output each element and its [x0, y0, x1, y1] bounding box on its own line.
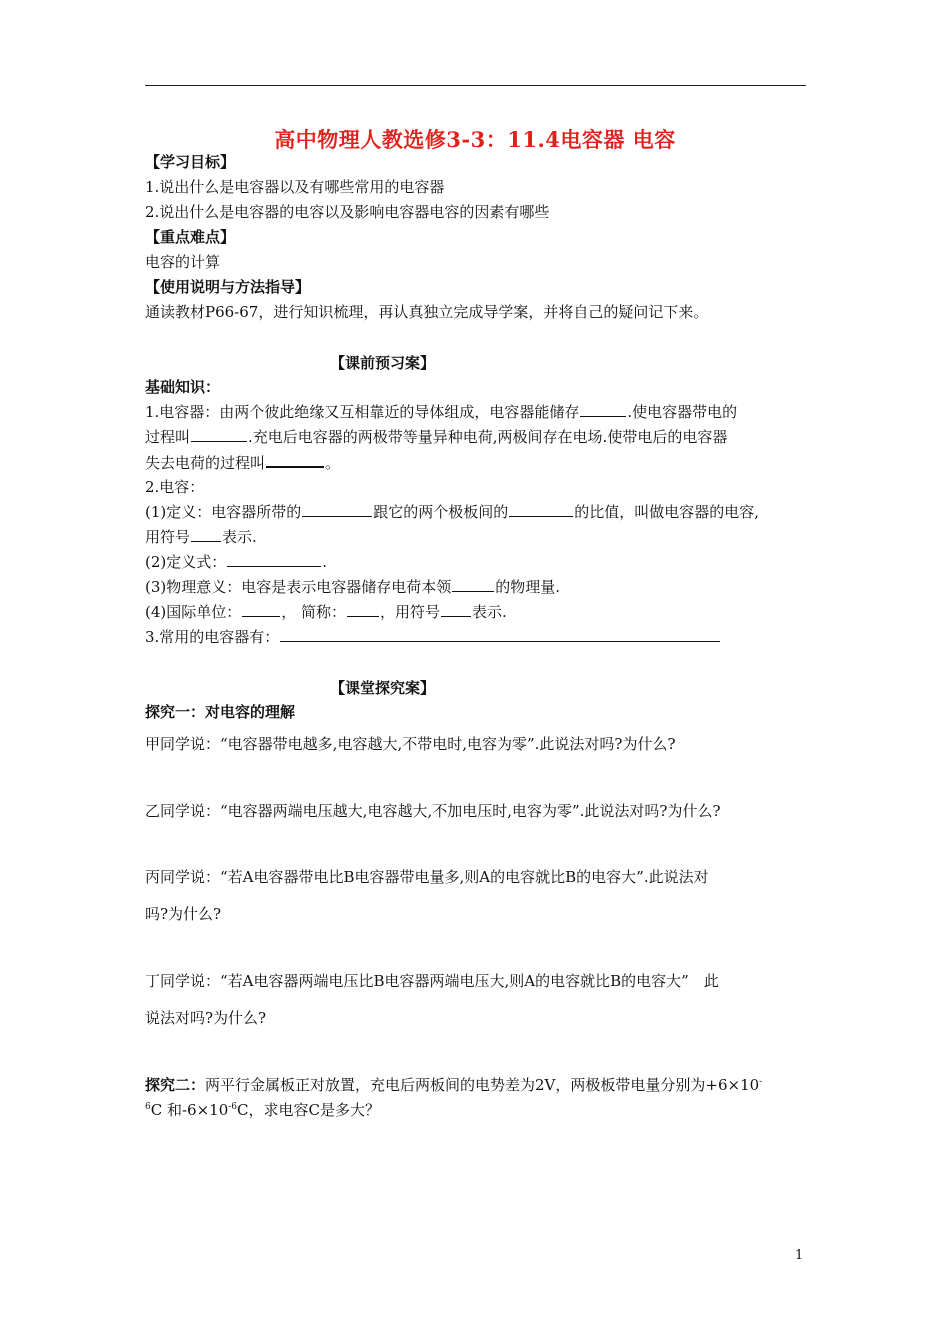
text: 失去电荷的过程叫 [145, 454, 266, 472]
text: C，求电容C是多大？ [237, 1101, 380, 1119]
basics-label: 基础知识： [145, 378, 221, 396]
question-2-4 [145, 602, 507, 622]
text: 跟它的两个极板间的 [373, 503, 509, 521]
statement-bing-line-2: 吗?为什么? [145, 905, 222, 923]
preview-heading: 【课前预习案】 [330, 354, 436, 372]
objective-item-2: 2.说出什么是电容器的电容以及影响电容器电容的因素有哪些 [145, 203, 550, 221]
statement-ding-line-1: 丁同学说：“若A电容器两端电压比B电容器两端电压大,则A的电容就比B的电容大” 此 [145, 972, 719, 990]
text: 3.常用的电容器有： [145, 628, 280, 646]
text: (1)定义：电容器所带的 [145, 503, 302, 521]
text: (2)定义式： [145, 553, 227, 571]
statement-jia: 甲同学说：“电容器带电越多,电容越大,不带电时,电容为零”.此说法对吗?为什么? [145, 735, 676, 753]
question-2-1-line-2 [145, 527, 257, 547]
document-title: 高中物理人教选修3-3：11.4电容器 电容 [274, 127, 676, 152]
usage-heading: 【使用说明与方法指导】 [145, 278, 311, 296]
fill-blank[interactable] [191, 527, 221, 542]
question-1-line-1 [145, 402, 737, 422]
exploration-2-line-2 [145, 1100, 380, 1120]
text: (3)物理意义：电容是表示电容器储存电荷本领 [145, 578, 452, 596]
fill-blank[interactable] [580, 402, 626, 417]
exploration-1-title: 探究一：对电容的理解 [145, 703, 296, 721]
fill-blank[interactable] [266, 452, 324, 468]
fill-blank[interactable] [280, 627, 720, 642]
text: 1.电容器：由两个彼此绝缘又互相靠近的导体组成，电容器能储存 [145, 403, 580, 421]
objectives-heading: 【学习目标】 [145, 153, 236, 171]
fill-blank[interactable] [509, 502, 573, 517]
text: 。 [325, 454, 341, 472]
text: ，用符号 [380, 603, 441, 621]
text: (4)国际单位： [145, 603, 242, 621]
question-2: 2.电容： [145, 478, 205, 496]
text: 的物理量. [495, 578, 561, 596]
statement-yi: 乙同学说：“电容器两端电压越大,电容越大,不加电压时,电容为零”.此说法对吗?为什么? [145, 802, 721, 820]
text: 用符号 [145, 528, 191, 546]
fill-blank[interactable] [347, 602, 379, 617]
question-3 [145, 627, 721, 647]
text: . [322, 553, 328, 571]
exploration-2-line-1 [145, 1075, 762, 1095]
superscript: -6 [228, 1102, 238, 1112]
key-points-text: 电容的计算 [145, 253, 221, 271]
superscript: 6 [145, 1102, 151, 1112]
fill-blank[interactable] [242, 602, 280, 617]
text: .充电后电容器的两极带等量异种电荷,两极间存在电场.使带电后的电容器 [248, 428, 728, 446]
text: C 和-6×10 [150, 1101, 229, 1119]
fill-blank[interactable] [227, 552, 321, 567]
fill-blank[interactable] [441, 602, 471, 617]
text: 的比值，叫做电容器的电容, [574, 503, 760, 521]
statement-bing-line-1: 丙同学说：“若A电容器带电比B电容器带电量多,则A的电容就比B的电容大”.此说法对 [145, 868, 709, 886]
question-2-3 [145, 577, 560, 597]
exploration-2-label: 探究二： [145, 1076, 206, 1094]
inquiry-heading: 【课堂探究案】 [330, 679, 436, 697]
question-1-line-2 [145, 427, 727, 447]
question-1-line-3 [145, 452, 340, 473]
text: 表示. [472, 603, 507, 621]
key-points-heading: 【重点难点】 [145, 228, 236, 246]
question-2-2 [145, 552, 327, 572]
text: 过程叫 [145, 428, 191, 446]
fill-blank[interactable] [191, 427, 247, 442]
superscript: - [759, 1077, 763, 1087]
text: .使电容器带电的 [627, 403, 738, 421]
text: ， 简称： [281, 603, 347, 621]
text: 表示. [222, 528, 257, 546]
question-2-1-line-1 [145, 502, 759, 522]
usage-text: 通读教材P66-67，进行知识梳理，再认真独立完成导学案，并将自己的疑问记下来。 [145, 303, 709, 321]
fill-blank[interactable] [452, 577, 494, 592]
statement-ding-line-2: 说法对吗?为什么? [145, 1009, 267, 1027]
page-number: 1 [795, 1248, 804, 1263]
text: 两平行金属板正对放置，充电后两板间的电势差为2V，两极板带电量分别为+6×10 [205, 1076, 760, 1094]
fill-blank[interactable] [302, 502, 372, 517]
objective-item-1: 1.说出什么是电容器以及有哪些常用的电容器 [145, 178, 445, 196]
top-rule [145, 85, 806, 86]
